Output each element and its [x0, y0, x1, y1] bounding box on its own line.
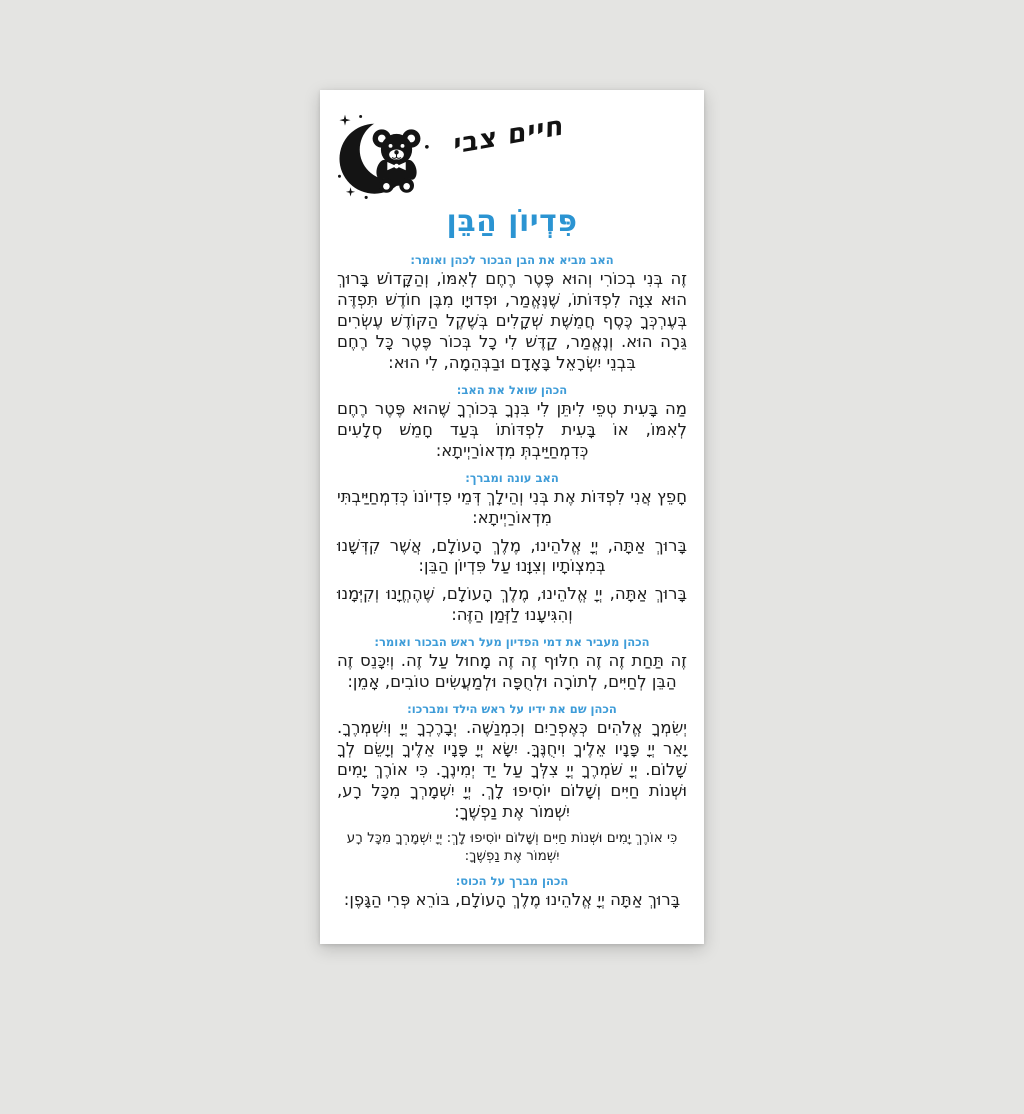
ritual-section [335, 874, 689, 911]
liturgy-paragraph: מַה בָּעִית טְפֵי לִיתֵּן לִי בִּנְךָ בְּכוֹרְךָ שֶׁהוּא פֶּטֶר רֶחֶם לְאִמּוֹ, אוֹ בָּעִית לִפְדּוֹתוֹ בְּעַד חָמֵשׁ סְלָעִים כְּדִמְחַיַּיבְתְּ מִדְאוֹרַיְיתָא: [337, 398, 687, 460]
page-title: פִּדְיוֹן הַבֵּן [446, 204, 578, 239]
liturgy-paragraph: זֶה בְּנִי בְכוֹרִי וְהוּא פֶּטֶר רֶחֶם לְאִמּוֹ, וְהַקָּדוֹשׁ בָּרוּךְ הוּא צִוָּה לִפְדּוֹתוֹ, שֶׁנֶּאֱמַר, וּפְדוּיָו מִבֶּן חוֹדֶשׁ תִּפְדֶּה בְּעֶרְכְּךָ כֶּסֶף חֲמֵשֶׁת שְׁקָלִים בְּשֶׁקֶל הַקּוֹדֶשׁ עֶשְׂרִים גֵּרָה הוּא. וְנֶאֱמַר, קַדֶּשׁ לִי כָל בְּכוֹר פֶּטֶר כָּל רֶחֶם בִּבְנֵי יִשְׂרָאֵל בָּאָדָם וּבַבְּהֵמָה, לִי הוּא: [337, 269, 687, 372]
liturgy-paragraph: יְשִׂמְךָ אֱלֹהִים כְּאֶפְרַיִם וְכִמְנַשֶּׁה. יְבָרֶכְךָ יְיָ וְיִשְׁמְרֶךָ. יָאֵר יְיָ פָּנָיו אֵלֶיךָ וִיחֻנֶּךָּ. יִשָּׂא יְיָ פָּנָיו אֵלֶיךָ וְיָשֵׂם לְךָ שָׁלוֹם. יְיָ שֹׁמְרֶךָ יְיָ צִלְּךָ עַל יַד יְמִינֶךָ. כִּי אוֹרֶךְ יָמִים וּשְׁנוֹת חַיִּים וְשָׁלוֹם יוֹסִיפוּ לָךְ. יְיָ יִשְׁמָרְךָ מִכָּל רָע, יִשְׁמוֹר אֶת נַפְשֶׁךָ: [337, 718, 687, 822]
section-header: האב מביא את הבן הבכור לכהן ואומר: [410, 253, 614, 267]
liturgy-paragraph: בָּרוּךְ אַתָּה יְיָ אֱלֹהֵינוּ מֶלֶךְ הָעוֹלָם, בּוֹרֵא פְּרִי הַגָּפֶן: [343, 890, 681, 910]
section-header: הכהן מברך על הכוס: [455, 874, 569, 889]
brand-header [335, 110, 689, 202]
liturgy-paragraph: בָּרוּךְ אַתָּה, יְיָ אֱלֹהֵינוּ, מֶלֶךְ הָעוֹלָם, שֶׁהֶחֱיָנוּ וְקִיְּמָנוּ וְהִגִּיעָנוּ לַזְּמַן הַזֶּה: [337, 584, 687, 625]
ritual-section [335, 253, 689, 374]
page-background [0, 90, 1024, 1114]
brand-name-script: חיים צבי [449, 110, 566, 161]
sections [335, 253, 689, 911]
ritual-section [335, 635, 689, 693]
section-header: הכהן שם את ידיו על ראש הילד ומברכו: [407, 702, 617, 717]
ritual-section [335, 471, 689, 627]
section-header: האב עונה ומברך: [465, 470, 559, 485]
section-header: הכהן מעביר את דמי הפדיון מעל ראש הבכור ואומר: [374, 635, 650, 650]
ritual-section [335, 383, 689, 462]
section-header: הכהן שואל את האב: [456, 382, 568, 397]
liturgy-paragraph: חָפֵץ אֲנִי לִפְדּוֹת אֶת בְּנִי וְהֵילָךְ דְּמֵי פִדְיוֹנוֹ כְּדִמְחַיַּיבְתִּי מִדְאוֹרַיְיתָא: [337, 486, 687, 527]
liturgy-paragraph: זֶה תַּחַת זֶה זֶה חִלּוּף זֶה זֶה מָחוּל עַל זֶה. וְיִכָּנֵס זֶה הַבֵּן לְחַיִּים, לְתוֹרָה וּלְחֻפָּה וּלְמַעֲשִׂים טוֹבִים, אָמֵן: [337, 651, 687, 692]
liturgy-paragraph: בָּרוּךְ אַתָּה, יְיָ אֱלֹהֵינוּ, מֶלֶךְ הָעוֹלָם, אֲשֶׁר קִדְּשָׁנוּ בְּמִצְוֹתָיו וְצִוָּנוּ עַל פִּדְיוֹן הַבֵּן: [337, 535, 687, 576]
liturgy-paragraph: כִּי אוֹרֶךְ יָמִים וּשְׁנוֹת חַיִּים וְשָׁלוֹם יוֹסִיפוּ לָךְ: יְיָ יִשְׁמָרְךָ מִכָּל רָע יִשְׁמוֹר אֶת נַפְשֶׁךָ: [346, 830, 678, 864]
prayer-card [320, 90, 704, 944]
ritual-section [335, 702, 689, 865]
teddy-bear-moon-logo-icon [335, 110, 447, 202]
